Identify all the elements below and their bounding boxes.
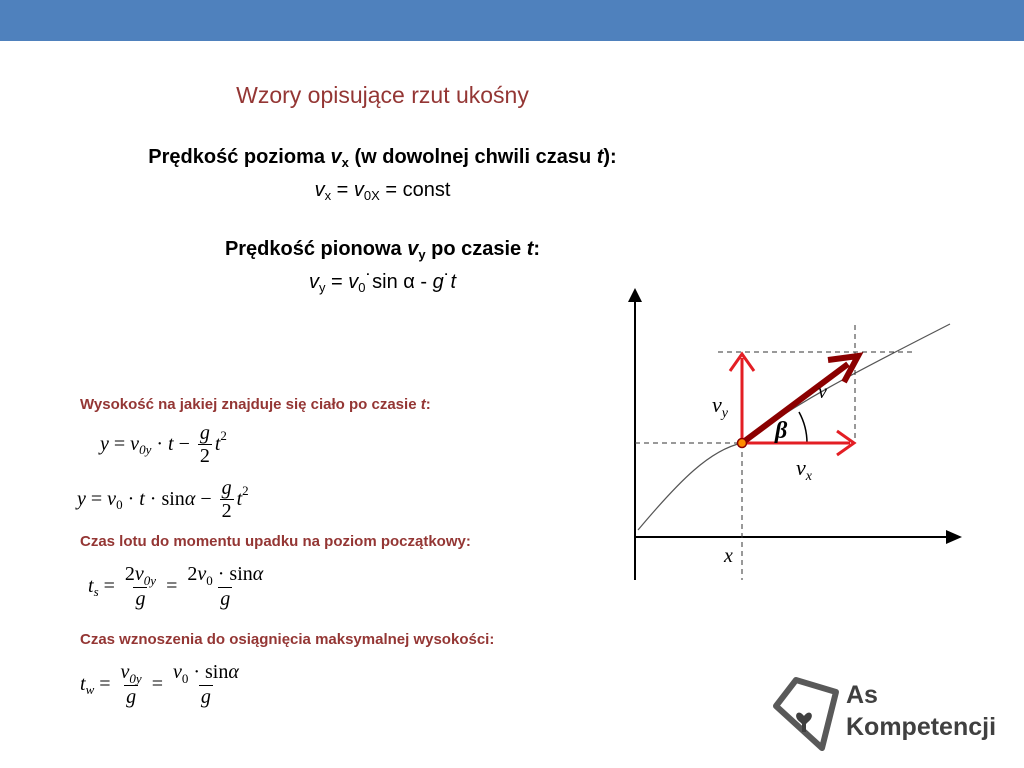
ts-fraction-2: [185, 563, 265, 610]
heading-var: v: [407, 238, 419, 260]
top-banner: [0, 0, 1024, 41]
f1-dot: ·: [156, 433, 164, 455]
tw-num2-rest: · sin: [188, 661, 229, 683]
beta-label: β: [775, 418, 788, 444]
eq-v0: v: [353, 179, 364, 201]
height-label: [80, 396, 431, 413]
ts-t: t: [88, 575, 94, 597]
tw-t: t: [80, 673, 86, 695]
f2-t2: t: [236, 488, 243, 510]
height-formula-2: [77, 477, 249, 522]
tw-num-1: [119, 661, 144, 685]
tw-num1-v: v: [120, 661, 130, 683]
f1-fraction: [198, 422, 212, 467]
tw-fraction-1: [119, 661, 144, 708]
origin-point: [738, 439, 747, 448]
f2-dot: ·: [127, 488, 135, 510]
eq-v0: v: [348, 271, 359, 293]
x-axis-arrow-icon: [946, 530, 962, 544]
angle-arc: [799, 412, 807, 443]
f2-exp: 2: [242, 482, 249, 498]
eq-post: = const: [379, 179, 451, 201]
f2-y: y: [77, 488, 86, 510]
v-label: v: [818, 381, 827, 403]
y-axis-arrow-icon: [628, 288, 642, 302]
f1-den: 2: [199, 445, 210, 467]
eq-v: v: [314, 179, 325, 201]
height-formula-1: [100, 422, 227, 467]
f1-sub: 0y: [139, 441, 152, 457]
logo-text-as: As: [846, 681, 878, 709]
f2-sin: sin: [161, 488, 185, 510]
f1-v: v: [130, 433, 140, 455]
trajectory-curve: [638, 324, 950, 530]
eq-v0-sub: 0: [358, 280, 366, 295]
f1-t2: t: [214, 433, 221, 455]
x-label: x: [724, 545, 733, 567]
f2-den: 2: [221, 500, 232, 522]
heading-post: :: [533, 238, 541, 260]
tw-num-2: [171, 661, 241, 685]
ts-num2-alpha: α: [252, 563, 264, 585]
f1-t: t: [168, 433, 174, 455]
f2-t: t: [139, 488, 145, 510]
v-arrow: [742, 364, 848, 443]
eq-sub: y: [318, 280, 326, 295]
heading-var: v: [330, 146, 342, 168]
heading-t: t: [596, 146, 604, 168]
heading-post: ):: [603, 146, 617, 168]
tw-eq2: =: [151, 673, 163, 695]
f2-fraction: [220, 477, 234, 522]
vertical-velocity-heading: [0, 238, 765, 262]
ts-fraction-1: [123, 563, 158, 610]
logo-text-kompetencji: Kompetencji: [846, 713, 997, 741]
ts-eq2: =: [166, 575, 178, 597]
ts-num1-pre: 2: [124, 563, 135, 585]
projectile-diagram: [600, 280, 970, 590]
f2-sub: 0: [116, 496, 123, 512]
ts-sub: s: [93, 583, 99, 599]
tw-num2-sub: 0: [181, 671, 189, 686]
ts-num2-v: v: [197, 563, 207, 585]
vx-label: $v_x$: [796, 455, 812, 484]
flight-time-label: Czas lotu do momentu upadku na poziom początkowy:: [80, 533, 471, 550]
f1-num: g: [199, 422, 210, 444]
heading-sub: x: [341, 155, 349, 170]
heading-mid: po czasie: [425, 238, 527, 260]
horizontal-velocity-equation: [0, 179, 765, 203]
label-post: :: [425, 396, 431, 413]
horizontal-velocity-heading: [0, 146, 765, 170]
eq-v0-sub: 0X: [363, 188, 380, 203]
label-text: Wysokość na jakiej znajduje się ciało po czasie: [80, 396, 421, 413]
ts-eq: =: [103, 575, 115, 597]
ts-den-1: g: [135, 588, 146, 610]
f2-num: g: [221, 477, 232, 499]
tw-sub: w: [85, 681, 95, 697]
heading-text: Prędkość pozioma: [148, 146, 331, 168]
heading-sub: y: [418, 247, 426, 262]
eq-rest: ˙sin α -: [365, 271, 433, 293]
tw-den-1: g: [126, 686, 137, 708]
f1-eq: =: [113, 433, 126, 455]
ts-num-1: [123, 563, 158, 587]
eq-dot: ˙: [443, 271, 451, 293]
eq-g: g: [432, 271, 444, 293]
page-title: Wzory opisujące rzut ukośny: [236, 82, 529, 108]
tw-fraction-2: [171, 661, 241, 708]
tw-num1-sub: 0y: [129, 671, 142, 686]
f2-alpha: α: [184, 488, 196, 510]
tw-den-2: g: [200, 686, 211, 708]
f2-minus: −: [200, 488, 212, 510]
f1-exp: 2: [220, 427, 227, 443]
ts-num-2: [185, 563, 265, 587]
label-t: t: [420, 396, 426, 413]
ts-num1-sub: 0y: [143, 573, 157, 588]
eq-v: v: [308, 271, 319, 293]
flight-time-formula: [88, 563, 268, 610]
ts-num2-pre: 2: [187, 563, 198, 585]
ts-den-2: g: [220, 588, 231, 610]
ts-num1-v: v: [134, 563, 144, 585]
heading-t: t: [526, 238, 534, 260]
eq-mid: =: [325, 271, 349, 293]
f2-v: v: [107, 488, 117, 510]
rise-time-label: Czas wznoszenia do osiągnięcia maksymalnej wysokości:: [80, 631, 495, 648]
eq-t: t: [450, 271, 456, 293]
tw-eq: =: [99, 673, 111, 695]
ts-num2-sub: 0: [206, 573, 213, 588]
eq-mid: =: [331, 179, 354, 201]
heading-text: Prędkość pionowa: [224, 238, 408, 260]
ts-num2-rest: · sin: [212, 563, 253, 585]
tw-num2-alpha: α: [228, 661, 239, 683]
tw-num2-v: v: [172, 661, 182, 683]
vy-label: $v_y$: [712, 392, 728, 421]
f2-dot2: ·: [149, 488, 157, 510]
heading-mid: (w dowolnej chwili czasu: [348, 146, 597, 168]
rise-time-formula: [80, 661, 244, 708]
f1-y: y: [100, 433, 109, 455]
f1-minus: −: [178, 433, 190, 455]
f2-eq: =: [90, 488, 103, 510]
eq-sub: x: [324, 188, 332, 203]
